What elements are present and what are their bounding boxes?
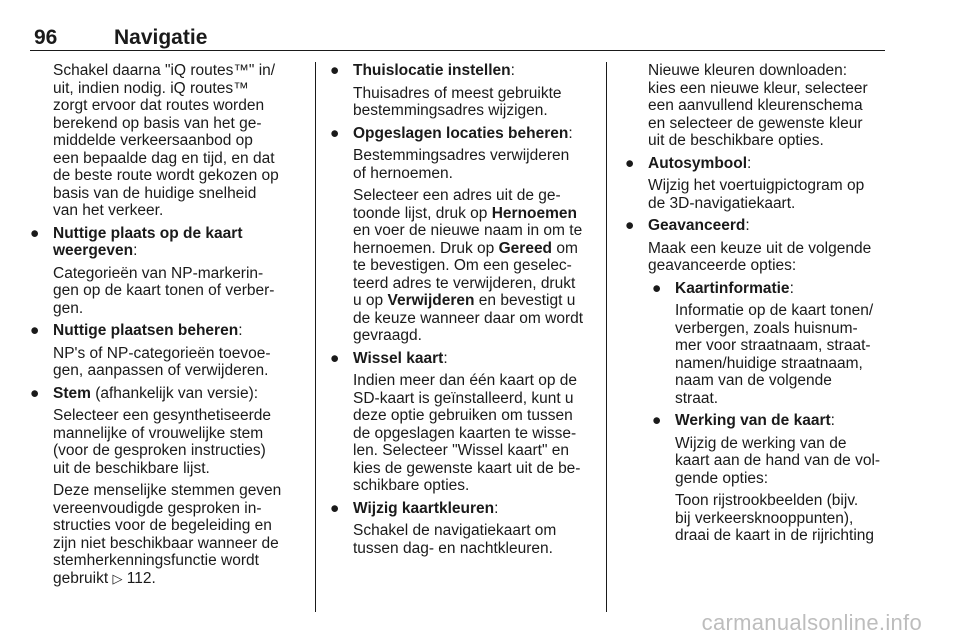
button-name-gereed: Gereed (498, 239, 553, 257)
item-title: Wijzig kaartkleuren (353, 499, 495, 517)
list-item (30, 322, 302, 380)
colon: : (238, 322, 243, 339)
sub-list-item (625, 412, 887, 545)
list-item (330, 125, 592, 345)
colon: : (133, 242, 138, 259)
list-item (625, 217, 887, 275)
column-divider (315, 62, 316, 612)
item-title: Nuttige plaatsen beheren (53, 322, 239, 339)
item-title: Autosymbool (648, 154, 748, 172)
colon: : (510, 62, 515, 79)
bullet-icon: ● (625, 154, 635, 172)
item-text: Indien meer dan één kaart op de SD-kaart is geïnstalleerd, kunt u deze optie gebruiken om tussen de opgeslagen kaarten te wisse- len. Selecteer "Wissel kaart" en kies de gewenste kaart uit de be- schikbare opties. (353, 372, 581, 494)
button-name-verwijderen: Verwijderen (387, 292, 475, 309)
bullet-icon: ● (652, 279, 662, 297)
bullet-icon: ● (30, 224, 40, 242)
intro-paragraph: Nieuwe kleuren downloaden: kies een nieuwe kleur, selecteer een aanvullend kleurenschema en selecteer de gewenste kleur uit de beschikbare opties. (648, 62, 868, 149)
page-number: 96 (34, 26, 58, 49)
item-text (353, 187, 592, 345)
bullet-icon: ● (330, 499, 340, 517)
page-reference: 112. (126, 569, 156, 587)
bullet-icon: ● (30, 322, 40, 339)
item-text: Toon rijstrookbeelden (bijv. bij verkeersknooppunten), draai de kaart in de rijrichting (675, 492, 875, 544)
item-text (53, 482, 302, 587)
text-part: en bevestigt u de keuze wanneer daar om wordt gevraagd. (353, 292, 584, 344)
item-text-part: Deze menselijke stemmen geven vereenvoudigde gesproken in- structies voor de begeleiding en zijn niet beschikbaar wanneer de stemherkenningsfunctie wordt gebruikt (53, 482, 282, 587)
page-header (30, 20, 885, 51)
column-3 (625, 62, 887, 550)
colon: : (747, 154, 752, 172)
item-text: Thuisadres of meest gebruikte bestemmingsadres wijzigen. (353, 84, 562, 119)
list-item (330, 350, 592, 495)
text-part: en voer de nieuwe naam in om te hernoemen. Druk op (353, 222, 583, 257)
item-title: Opgeslagen locaties beheren (353, 124, 569, 142)
reference-arrow-icon: ▷ (112, 570, 123, 586)
item-text: Selecteer een gesynthetiseerde mannelijke of vrouwelijke stem (voor de gesproken instructies) uit de beschikbare lijst. (53, 407, 272, 477)
item-text: Wijzig het voertuigpictogram op de 3D-navigatiekaart. (648, 177, 865, 212)
colon: : (745, 217, 750, 234)
text-part: Selecteer een adres uit de ge- toonde lijst, druk op (353, 187, 561, 222)
item-text: Maak een keuze uit de volgende geavanceerde opties: (648, 239, 872, 274)
bullet-icon: ● (330, 124, 340, 142)
item-text: Informatie op de kaart tonen/ verbergen, zoals huisnum- mer voor straatnaam, straat- namen/huidige straatnaam, naam van de volgende straat. (675, 302, 874, 407)
colon: : (443, 349, 448, 367)
bullet-icon: ● (625, 217, 635, 234)
bullet-icon: ● (330, 349, 340, 367)
item-title: Nuttige plaats op de kaart weergeven (53, 224, 243, 259)
item-text: Wijzig de werking van de kaart aan de hand van de vol- gende opties: (675, 434, 881, 487)
item-text: Bestemmingsadres verwijderen of hernoemen. (353, 147, 570, 182)
colon: : (494, 499, 499, 517)
bullet-icon: ● (652, 412, 662, 429)
item-title: Geavanceerd (648, 217, 746, 234)
item-text: NP's of NP-categorieën toevoe- gen, aanpassen of verwijderen. (53, 344, 271, 379)
item-title: Werking van de kaart (675, 412, 831, 429)
item-title: Kaartinformatie (675, 279, 790, 297)
button-name-hernoemen: Hernoemen (491, 204, 578, 222)
item-title: Thuislocatie instellen (353, 62, 511, 79)
colon: : (789, 279, 794, 297)
list-item (30, 225, 302, 318)
item-title: Stem (53, 384, 91, 402)
item-text: Categorieën van NP-markerin- gen op de kaart tonen of verber- gen. (53, 264, 275, 317)
intro-paragraph: Schakel daarna "iQ routes™" in/ uit, indien nodig. iQ routes™ zorgt ervoor dat routes worden berekend op basis van het ge- middelde verkeersaanbod op een bepaalde dag en tijd, en dat de beste route wordt gekozen op basis van de huidige snelheid van het verkeer. (53, 62, 279, 219)
column-1 (30, 62, 302, 592)
watermark: carmanualsonline.info (701, 610, 922, 635)
list-item (30, 385, 302, 588)
colon: : (830, 412, 835, 429)
column-divider (606, 62, 607, 612)
sub-list-item (625, 280, 887, 408)
bullet-icon: ● (330, 62, 340, 79)
column-2 (330, 62, 592, 562)
chapter-title: Navigatie (114, 26, 208, 49)
item-text: Schakel de navigatiekaart om tussen dag- en nachtkleuren. (353, 522, 557, 557)
list-item (330, 500, 592, 558)
bullet-icon: ● (30, 384, 40, 402)
item-title: Wissel kaart (353, 349, 444, 367)
list-item (625, 155, 887, 213)
list-item (330, 62, 592, 120)
colon: : (568, 124, 573, 142)
text-part: om te bevestigen. Om een geselec- teerd adres te verwijderen, drukt u op (353, 239, 578, 309)
item-suffix: (afhankelijk van versie): (90, 384, 259, 402)
